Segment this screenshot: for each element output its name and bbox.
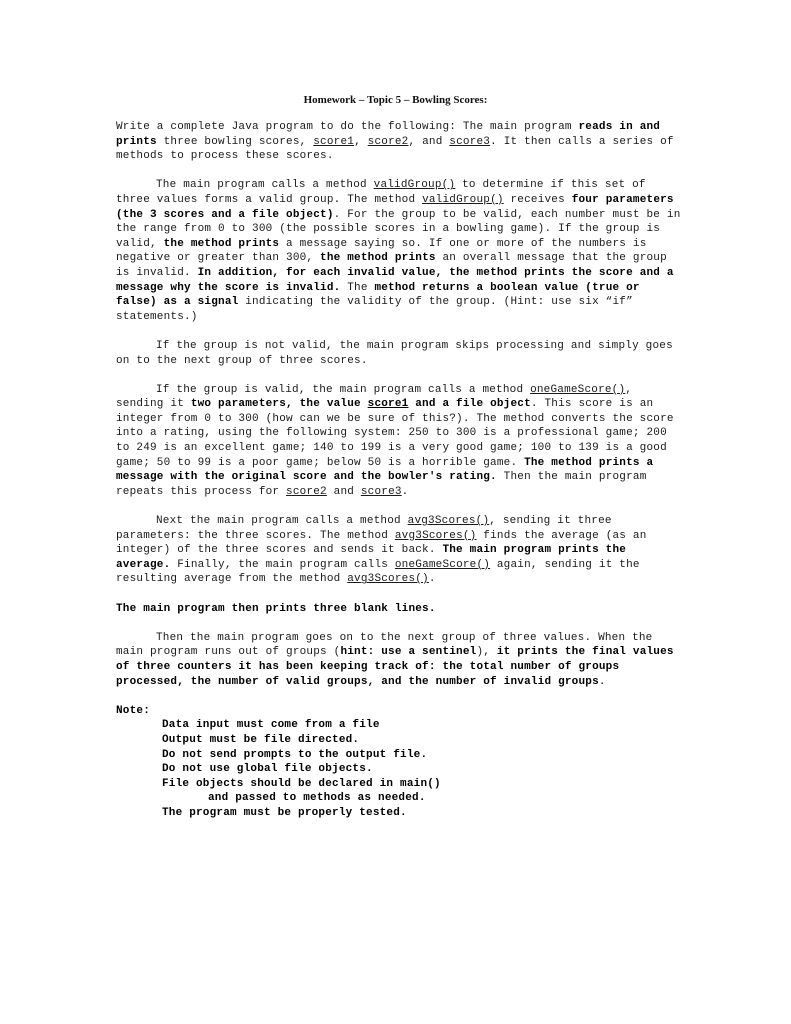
bold-text: The main program then prints three blank lines.	[116, 602, 436, 615]
text: again, sending it the resulting average from the method	[116, 558, 640, 586]
text: Finally, the main program calls	[170, 558, 395, 571]
text: .	[401, 485, 409, 498]
text: three bowling scores,	[156, 135, 314, 148]
identifier-score2: score2	[286, 485, 327, 498]
text: Then the main program repeats this process for	[116, 471, 647, 498]
text: If the group is valid, the main program calls a method	[156, 383, 531, 396]
text: Write a complete Java program to do the following: The main program	[116, 121, 579, 133]
bold-text: File objects should be declared in main()	[162, 777, 441, 790]
identifier-validgroup: validGroup()	[422, 193, 504, 206]
paragraph-validgroup	[116, 178, 684, 324]
identifier-validgroup: validGroup()	[373, 179, 456, 192]
bold-text: reads in and prints	[116, 121, 661, 148]
text: . For the group to be valid, each number must be in the range from 0 to 300 (the possible scores in a bowling game). If the group is valid,	[116, 208, 681, 250]
bold-text: the method prints	[320, 252, 436, 265]
bold-text: hint: use a sentinel	[340, 646, 477, 659]
text: The main program calls a method	[156, 179, 374, 192]
text: , and	[408, 135, 450, 148]
paragraph-counters	[116, 631, 684, 689]
identifier-avg3scores: avg3Scores()	[407, 515, 490, 528]
assignment-body	[116, 120, 684, 821]
text: Next the main program calls a method	[156, 515, 408, 528]
note-item	[162, 791, 684, 806]
text: Then the main program goes on to the next group of three values. When the main program runs out of groups (	[116, 631, 653, 659]
identifier-onegamescore: oneGameScore()	[530, 383, 626, 396]
note-item	[162, 806, 684, 821]
note-label	[116, 704, 684, 719]
note-item	[162, 733, 684, 748]
text: ),	[476, 646, 497, 659]
note-item	[162, 748, 684, 763]
bold-text: Do not use global file objects.	[162, 763, 373, 776]
bold-text: and passed to methods as needed.	[208, 792, 426, 805]
note-item	[162, 718, 684, 733]
paragraph-onegamescore	[116, 383, 684, 500]
identifier-score2: score2	[367, 135, 409, 148]
identifier-avg3scores: avg3Scores()	[347, 573, 429, 586]
bold-text: The main program prints the average.	[116, 544, 627, 571]
paragraph-avg3scores	[116, 514, 684, 587]
identifier-onegamescore: oneGameScore()	[394, 558, 491, 571]
text: receives	[503, 193, 572, 206]
text: a message saying so. If one or more of the numbers is negative or greater than 300,	[116, 237, 647, 265]
text: ,	[354, 135, 368, 148]
paragraph-intro	[116, 120, 684, 164]
bold-text: method returns a boolean value (true or false) as a signal	[116, 281, 640, 309]
note-item	[162, 777, 684, 792]
bold-text: The program must be properly tested.	[162, 806, 407, 819]
text: finds the average (as an integer) of the three scores and sends it back.	[116, 529, 647, 557]
bold-text: Note:	[116, 704, 151, 717]
bold-text: and a file object	[408, 398, 531, 411]
identifier-score3: score3	[449, 135, 491, 148]
text: indicating the validity of the group. (Hint: use six “if” statements.)	[116, 296, 633, 323]
bold-text: In addition, for each invalid value, the method prints the score and a message why the score is invalid.	[116, 266, 674, 294]
bold-text: Output must be file directed.	[162, 733, 360, 746]
identifier-score3: score3	[360, 485, 402, 498]
identifier-score1: score1	[367, 398, 409, 411]
text: . This score is an integer from 0 to 300 (how can we be sure of this?). The method converts the score into a rating, using the following system: 250 to 300 is a professional game; 200 to 249 is an excellent game; 140 to 199 is a very good game; 100 to 139 is a good game; 50 to 99 is a poor game; below 50 is a horrible game.	[116, 398, 674, 469]
note-section	[116, 704, 684, 821]
text: to determine if this set of three values forms a valid group. The method	[116, 179, 646, 206]
page-title: Homework – Topic 5 – Bowling Scores:	[303, 94, 488, 106]
note-item	[162, 762, 684, 777]
bold-text: it prints the final values of three counters it has been keeping track of: the total number of groups processed, the number of valid groups, and the number of invalid groups	[116, 646, 674, 688]
text: and	[326, 485, 361, 498]
text: , sending it	[116, 383, 633, 411]
text: The	[340, 281, 375, 294]
text: , sending it three parameters: the three scores. The method	[116, 515, 612, 542]
identifier-score1: score1	[313, 135, 355, 148]
text: . It then calls a series of methods to process these scores.	[116, 135, 674, 163]
identifier-avg3scores: avg3Scores()	[394, 529, 477, 542]
bold-text: The method prints a message with the original score and the bowler's rating.	[116, 456, 654, 484]
paragraph-invalid-group: If the group is not valid, the main program skips processing and simply goes on to the next group of three scores.	[116, 339, 673, 367]
paragraph-blank-lines	[116, 602, 684, 617]
bold-text: Do not send prompts to the output file.	[162, 748, 428, 761]
text: an overall message that the group is invalid.	[116, 252, 667, 279]
note-list	[116, 718, 684, 820]
text: .	[598, 675, 606, 688]
bold-text: the method prints	[163, 237, 280, 250]
bold-text: two parameters, the value	[190, 398, 368, 411]
bold-text: four parameters (the 3 scores and a file object)	[116, 193, 674, 221]
text: .	[428, 573, 436, 586]
bold-text: Data input must come from a file	[162, 719, 380, 732]
